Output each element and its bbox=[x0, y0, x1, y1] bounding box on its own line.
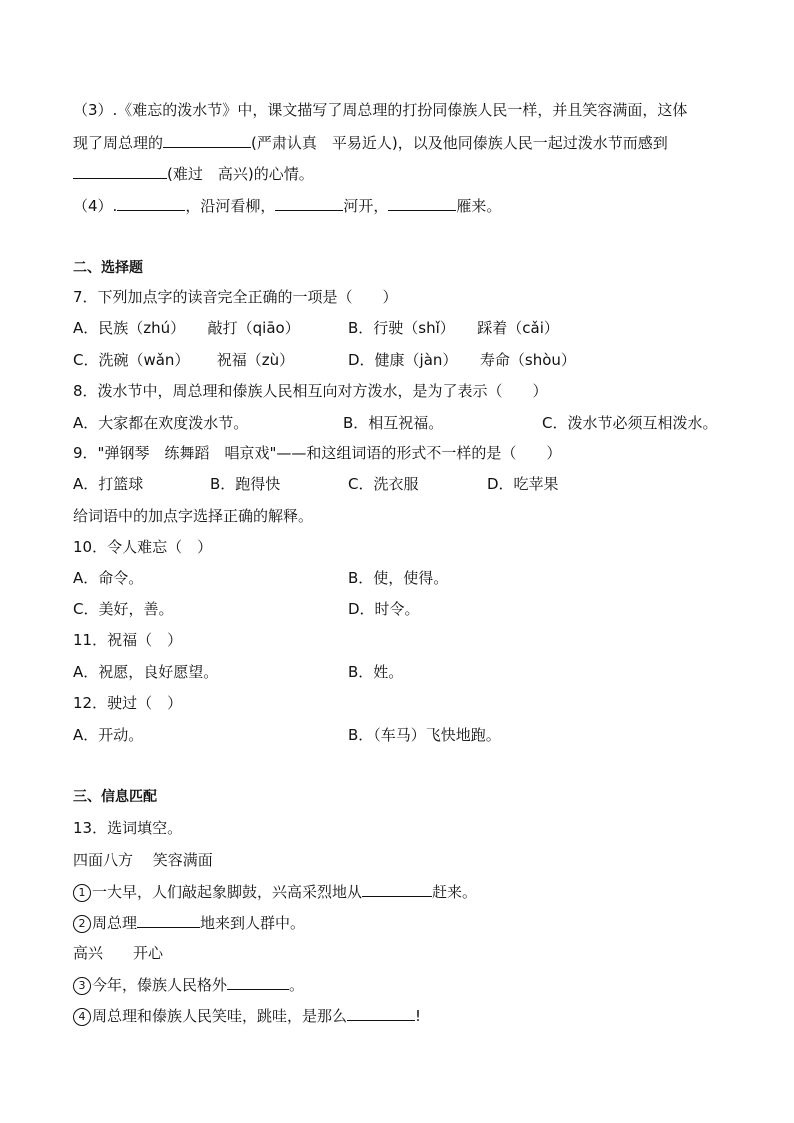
q11-option-b[interactable]: B．姓。 bbox=[348, 663, 404, 681]
s2-text-b: 地来到人群中。 bbox=[200, 914, 306, 932]
q12-option-a[interactable]: A．开动。 bbox=[73, 726, 144, 744]
q13-sentence-4 bbox=[73, 1005, 421, 1026]
q12-stem: 12．驶过（ ） bbox=[73, 694, 183, 712]
q3-blank-1[interactable] bbox=[163, 132, 251, 148]
q13-word-bank-2: 高兴 开心 bbox=[73, 944, 164, 962]
q13-blank-2[interactable] bbox=[137, 912, 200, 928]
q10-option-c[interactable]: C．美好，善。 bbox=[73, 600, 174, 618]
q3-line3-text: (难过 高兴)的心情。 bbox=[167, 165, 314, 183]
q4-text-c: 河开， bbox=[343, 197, 389, 215]
q4-blank-3[interactable] bbox=[388, 195, 456, 211]
circled-number-2: 2 bbox=[73, 915, 91, 933]
q8-option-c[interactable]: C．泼水节必须互相泼水。 bbox=[542, 414, 718, 432]
circled-number-3: 3 bbox=[73, 977, 91, 995]
s3-text-b: 。 bbox=[289, 976, 305, 994]
q4-line bbox=[73, 195, 501, 216]
q9-option-a[interactable]: A．打篮球 bbox=[73, 475, 144, 493]
q11-option-a[interactable]: A．祝愿，良好愿望。 bbox=[73, 663, 219, 681]
q7-option-c[interactable]: C．洗碗（wǎn） 祝福（zù） bbox=[73, 351, 295, 369]
q9-option-d[interactable]: D．吃苹果 bbox=[487, 475, 559, 493]
q8-stem: 8．泼水节中，周总理和傣族人民相互向对方泼水，是为了表示（ ） bbox=[73, 382, 548, 400]
q13-sentence-1 bbox=[73, 881, 477, 902]
q9-option-c[interactable]: C．洗衣服 bbox=[348, 475, 419, 493]
section-3-heading: 三、信息匹配 bbox=[73, 789, 157, 805]
q9-option-b[interactable]: B．跑得快 bbox=[210, 475, 281, 493]
q3-line2-text-b: (严肃认真 平易近人)，以及他同傣族人民一起过泼水节而感到 bbox=[251, 134, 668, 152]
q8-option-b[interactable]: B．相互祝福。 bbox=[343, 414, 444, 432]
s1-text-b: 赶来。 bbox=[432, 883, 478, 901]
q4-blank-1[interactable] bbox=[117, 195, 185, 211]
q4-text-b: ，沿河看柳， bbox=[185, 197, 276, 215]
q4-text-d: 雁来。 bbox=[456, 197, 502, 215]
q3-line2 bbox=[73, 132, 668, 153]
q7-option-d[interactable]: D．健康（jàn） 寿命（shòu） bbox=[348, 351, 576, 369]
s1-text-a: 一大早，人们敲起象脚鼓，兴高采烈地从 bbox=[92, 883, 363, 901]
s2-text-a: 周总理 bbox=[92, 914, 138, 932]
q3-blank-2[interactable] bbox=[73, 163, 167, 179]
s4-text-b: ! bbox=[415, 1007, 422, 1025]
instruction-text: 给词语中的加点字选择正确的解释。 bbox=[73, 507, 314, 525]
q7-option-b[interactable]: B．行驶（shǐ） 踩着（cǎi） bbox=[348, 319, 559, 337]
circled-number-1: 1 bbox=[73, 884, 91, 902]
q13-stem: 13．选词填空。 bbox=[73, 819, 183, 837]
q13-sentence-3 bbox=[73, 974, 304, 995]
s4-text-a: 周总理和傣族人民笑哇，跳哇，是那么 bbox=[92, 1007, 348, 1025]
q13-blank-3[interactable] bbox=[227, 974, 289, 990]
q3-line1: （3）.《难忘的泼水节》中，课文描写了周总理的打扮同傣族人民一样，并且笑容满面，这体 bbox=[73, 101, 688, 119]
q7-stem: 7．下列加点字的读音完全正确的一项是（ ） bbox=[73, 288, 398, 306]
q12-option-b[interactable]: B．（车马）飞快地跑。 bbox=[348, 726, 501, 744]
q4-label: （4）. bbox=[73, 197, 118, 215]
section-2-heading: 二、选择题 bbox=[73, 260, 143, 276]
q13-word-bank-1: 四面八方 笑容满面 bbox=[73, 851, 213, 869]
q4-blank-2[interactable] bbox=[275, 195, 343, 211]
q3-line2-text-a: 现了周总理的 bbox=[73, 134, 164, 152]
q10-stem: 10．令人难忘（ ） bbox=[73, 538, 213, 556]
q9-stem: 9．"弹钢琴 练舞蹈 唱京戏"——和这组词语的形式不一样的是（ ） bbox=[73, 444, 562, 462]
q10-option-b[interactable]: B．使，使得。 bbox=[348, 569, 449, 587]
q3-line3 bbox=[73, 163, 314, 184]
q13-blank-4[interactable] bbox=[347, 1005, 415, 1021]
q13-blank-1[interactable] bbox=[362, 881, 432, 897]
q10-option-a[interactable]: A．命令。 bbox=[73, 569, 144, 587]
s3-text-a: 今年，傣族人民格外 bbox=[92, 976, 228, 994]
q7-option-a[interactable]: A．民族（zhú） 敲打（qiāo） bbox=[73, 319, 300, 337]
q11-stem: 11．祝福（ ） bbox=[73, 631, 183, 649]
circled-number-4: 4 bbox=[73, 1008, 91, 1026]
q10-option-d[interactable]: D．时令。 bbox=[348, 600, 420, 618]
q8-option-a[interactable]: A．大家都在欢度泼水节。 bbox=[73, 414, 249, 432]
q13-sentence-2 bbox=[73, 912, 305, 933]
